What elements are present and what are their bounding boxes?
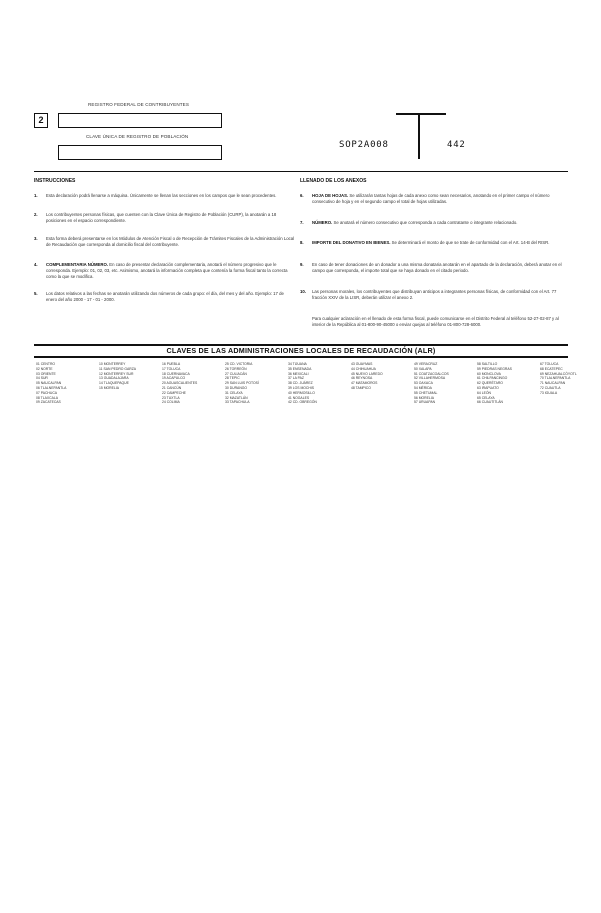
alr-entry: 36 MEXICALI (288, 371, 309, 376)
alr-entry: 69 NEZAHUALCÓYOTL (540, 371, 577, 376)
alr-title: CLAVES DE LAS ADMINISTRACIONES LOCALES DE RECAUDACIÓN (ALR) (166, 346, 436, 355)
alr-entry: 21 CANCÚN (162, 385, 182, 390)
stamp-top-line (396, 113, 446, 115)
alr-entry: 43 GUAYMAS (351, 362, 373, 366)
alr-entry: 54 MÉRIDA (414, 385, 432, 390)
alr-column (540, 362, 600, 396)
annex-item: 7. NÚMERO. Se anotará el número consecutivo que corresponda a cada contratante o integrante relacionado. (300, 220, 518, 225)
alr-entry: 17 TOLUCA (162, 366, 181, 371)
alr-entry: 19 ACAPULCO (162, 376, 186, 381)
alr-entry: 64 LEÓN (477, 390, 491, 395)
alr-column (477, 362, 537, 405)
alr-entry: 73 IGUALA (540, 390, 558, 395)
alr-entry: 63 IRAPUATO (477, 385, 499, 390)
alr-entry: 14 TLAQUEPAQUE (99, 381, 129, 386)
alr-entry: 04 SUR (36, 376, 48, 381)
alr-entry: 16 PUEBLA (162, 362, 181, 366)
alr-entry: 39 LOS MOCHIS (288, 385, 315, 390)
alr-entry: 03 ORIENTE (36, 371, 56, 376)
alr-entry: 07 PACHUCA (36, 390, 58, 395)
alr-column (162, 362, 222, 405)
alr-entry: 71 NAUCALPAN (540, 381, 566, 386)
alr-entry: 61 CHILPANCINGO (477, 376, 508, 381)
alr-entry: 48 TAMPICO (351, 385, 371, 390)
contact-note: Para cualquier aclaración en el llenado de esta forma fiscal, puede comunicarse en el Distrito Federal al teléfono 52-27-02-87 y al interior de la República al 01-800-90-45000 o enviar quejas al teléfono 01-800-728-6000. (312, 316, 559, 327)
rfc-field[interactable] (58, 113, 222, 128)
alr-entry: 37 LA PAZ (288, 376, 304, 381)
annexes-title: LLENADO DE LOS ANEXOS (300, 178, 367, 184)
alr-entry: 30 DURANGO (225, 385, 248, 390)
alr-entry: 09 ZACATECAS (36, 400, 61, 405)
alr-entry: 15 MORELIA (99, 385, 119, 390)
alr-entry: 33 TAPACHULA (225, 400, 250, 405)
alr-entry: 26 TORREÓN (225, 366, 247, 371)
alr-entry: 50 XALAPA (414, 366, 432, 371)
instruction-bold: COMPLEMENTARIA NÚMERO. (46, 262, 109, 267)
alr-entry: 59 PIEDRAS NEGRAS (477, 366, 512, 371)
alr-entry: 02 NORTE (36, 366, 53, 371)
alr-entry: 49 VERACRUZ (414, 362, 438, 366)
alr-entry: 25 CD. VICTORIA (225, 362, 253, 366)
alr-entry: 06 TLALNEPANTLA (36, 385, 67, 390)
alr-entry: 11 SAN PEDRO GARZA (99, 366, 137, 371)
alr-entry: 42 CD. OBREGÓN (288, 400, 317, 405)
alr-column (288, 362, 348, 405)
annex-item: 8. IMPORTE DEL DONATIVO EN BIENES. Se determinará el monto de que se trate de conformidad con el Art. 14-B del RISR. (300, 240, 550, 245)
instruction-item: 1. Esta declaración podrá llenarse a máquina. Únicamente se llenan las secciones en los campos que le sean procedentes. (34, 193, 277, 198)
alr-entry: 29 SAN LUIS POTOSÍ (225, 381, 259, 386)
alr-entry: 62 QUERÉTARO (477, 381, 503, 386)
stamp-code: SOP2A008 (339, 140, 389, 150)
annex-item: 10. Las personas morales, los contribuyentes que distribuyan anticipos a integrantes personas físicas, de conformidad con el Art. 77 fracción XXIV de la LISR, deberán utilizar el anexo 2. (300, 289, 557, 300)
annex-item: 6. HOJA DE HOJAS. Se utilizarán tantas hojas de cada anexo como sean necesarios, anotando en el primer campo el número consecutivo de hoja y en el segundo campo el total de hojas utilizadas. (300, 193, 550, 204)
alr-entry: 40 HERMOSILLO (288, 390, 315, 395)
alr-entry: 52 VILLAHERMOSA (414, 376, 446, 381)
curp-field[interactable] (58, 145, 222, 160)
alr-entry: 65 CELAYA (477, 395, 495, 400)
alr-column (36, 362, 96, 405)
alr-entry: 53 OAXACA (414, 381, 433, 386)
alr-entry: 68 ECATEPEC (540, 366, 563, 371)
alr-entry: 18 CUERNAVACA (162, 371, 190, 376)
alr-entry: 28 TEPIC (225, 376, 240, 381)
alr-entry: 12 MONTERREY SUR (99, 371, 134, 376)
alr-entry: 01 CENTRO (36, 362, 56, 366)
alr-entry: 23 TUXTLA (162, 395, 180, 400)
curp-label: CLAVE ÚNICA DE REGISTRO DE POBLACIÓN (86, 134, 189, 139)
alr-entry: 20 AGUASCALIENTES (162, 381, 198, 386)
alr-entry: 72 CUAUTLA (540, 385, 561, 390)
alr-entry: 27 CULIACÁN (225, 371, 247, 376)
alr-entry: 45 NUEVO LAREDO (351, 371, 383, 376)
alr-entry: 56 MORELIA (414, 395, 434, 400)
alr-column (414, 362, 474, 405)
alr-entry: 13 GUADALAJARA (99, 376, 129, 381)
top-rule (34, 171, 568, 172)
alr-entry: 51 COATZACOALCOS (414, 371, 449, 376)
stamp-number: 442 (447, 140, 466, 150)
alr-entry: 24 COLIMA (162, 400, 180, 405)
alr-column (351, 362, 411, 391)
alr-column (225, 362, 285, 405)
annex-bold: NÚMERO. (312, 220, 333, 225)
alr-entry: 60 MONCLOVA (477, 371, 501, 376)
alr-entry: 34 TIJUANA (288, 362, 307, 366)
stamp-vertical-line (418, 113, 420, 159)
rfc-label: REGISTRO FEDERAL DE CONTRIBUYENTES (88, 102, 189, 107)
alr-entry: 10 MONTERREY (99, 362, 126, 366)
alr-entry: 67 TOLUCA (540, 362, 559, 366)
alr-entry: 57 URUAPAN (414, 400, 436, 405)
alr-column (99, 362, 159, 391)
alr-entry: 41 NOGALES (288, 395, 310, 400)
alr-entry: 35 ENSENADA (288, 366, 312, 371)
alr-entry: 70 TLALNEPANTLA (540, 376, 571, 381)
annex-bold: IMPORTE DEL DONATIVO EN BIENES. (312, 240, 391, 245)
alr-entry: 44 CHIHUAHUA (351, 366, 376, 371)
alr-entry: 58 SALTILLO (477, 362, 498, 366)
alr-entry: 05 NAUCALPAN (36, 381, 62, 386)
alr-entry: 31 CELAYA (225, 390, 243, 395)
alr-rule-bottom (34, 356, 568, 358)
alr-entry: 47 MATAMOROS (351, 381, 378, 386)
section-number: 2 (34, 113, 48, 128)
alr-entry: 32 MAZATLÁN (225, 395, 248, 400)
instructions-title: INSTRUCCIONES (34, 178, 76, 184)
instruction-item: 2. Los contribuyentes personas físicas, que cuenten con la Clave Única de Registro de Población (CURP), la anotarán a 18 posiciones en el espacio correspondiente. (34, 212, 277, 223)
alr-entry: 38 CD. JUÁREZ (288, 381, 313, 386)
alr-entry: 66 CUAUTITLÁN (477, 400, 504, 405)
alr-entry: 08 TLAXCALA (36, 395, 58, 400)
instruction-item: 5. Los datos relativos a las fechas se anotarán utilizando dos números de cada grupo: el día, del mes y del año. Ejemplo: 17 de enero del año 2000 - 17 - 01 - 2000. (34, 291, 284, 302)
alr-entry: 55 CHETUMAL (414, 390, 438, 395)
instruction-item: 4. COMPLEMENTARIA NÚMERO. En caso de presentar declaración complementaria, anotará el número progresivo que le corresponda. Ejemplo: 01, 02, 03, etc. Asimismo, anotará la información completa que contenía la forma fiscal tanto la correcta como la que se modifica. (34, 262, 288, 279)
alr-entry: 46 REYNOSA (351, 376, 373, 381)
instruction-item: 3. Esta forma deberá presentarse en los Módulos de Atención Fiscal o de Recepción de Trámites Fiscales de la Administración Local de Recaudación que corresponda al domicilio fiscal del contribuyente. (34, 236, 295, 247)
alr-entry: 22 CAMPECHE (162, 390, 186, 395)
annex-item: 9. En caso de tener donaciones de un donador a una misma donataria anotarán en el apartado de la declaración, deberá anotar en el campo que corresponda, el importe total que se haya donado en el citado periodo. (300, 262, 562, 273)
annex-bold: HOJA DE HOJAS. (312, 193, 349, 198)
